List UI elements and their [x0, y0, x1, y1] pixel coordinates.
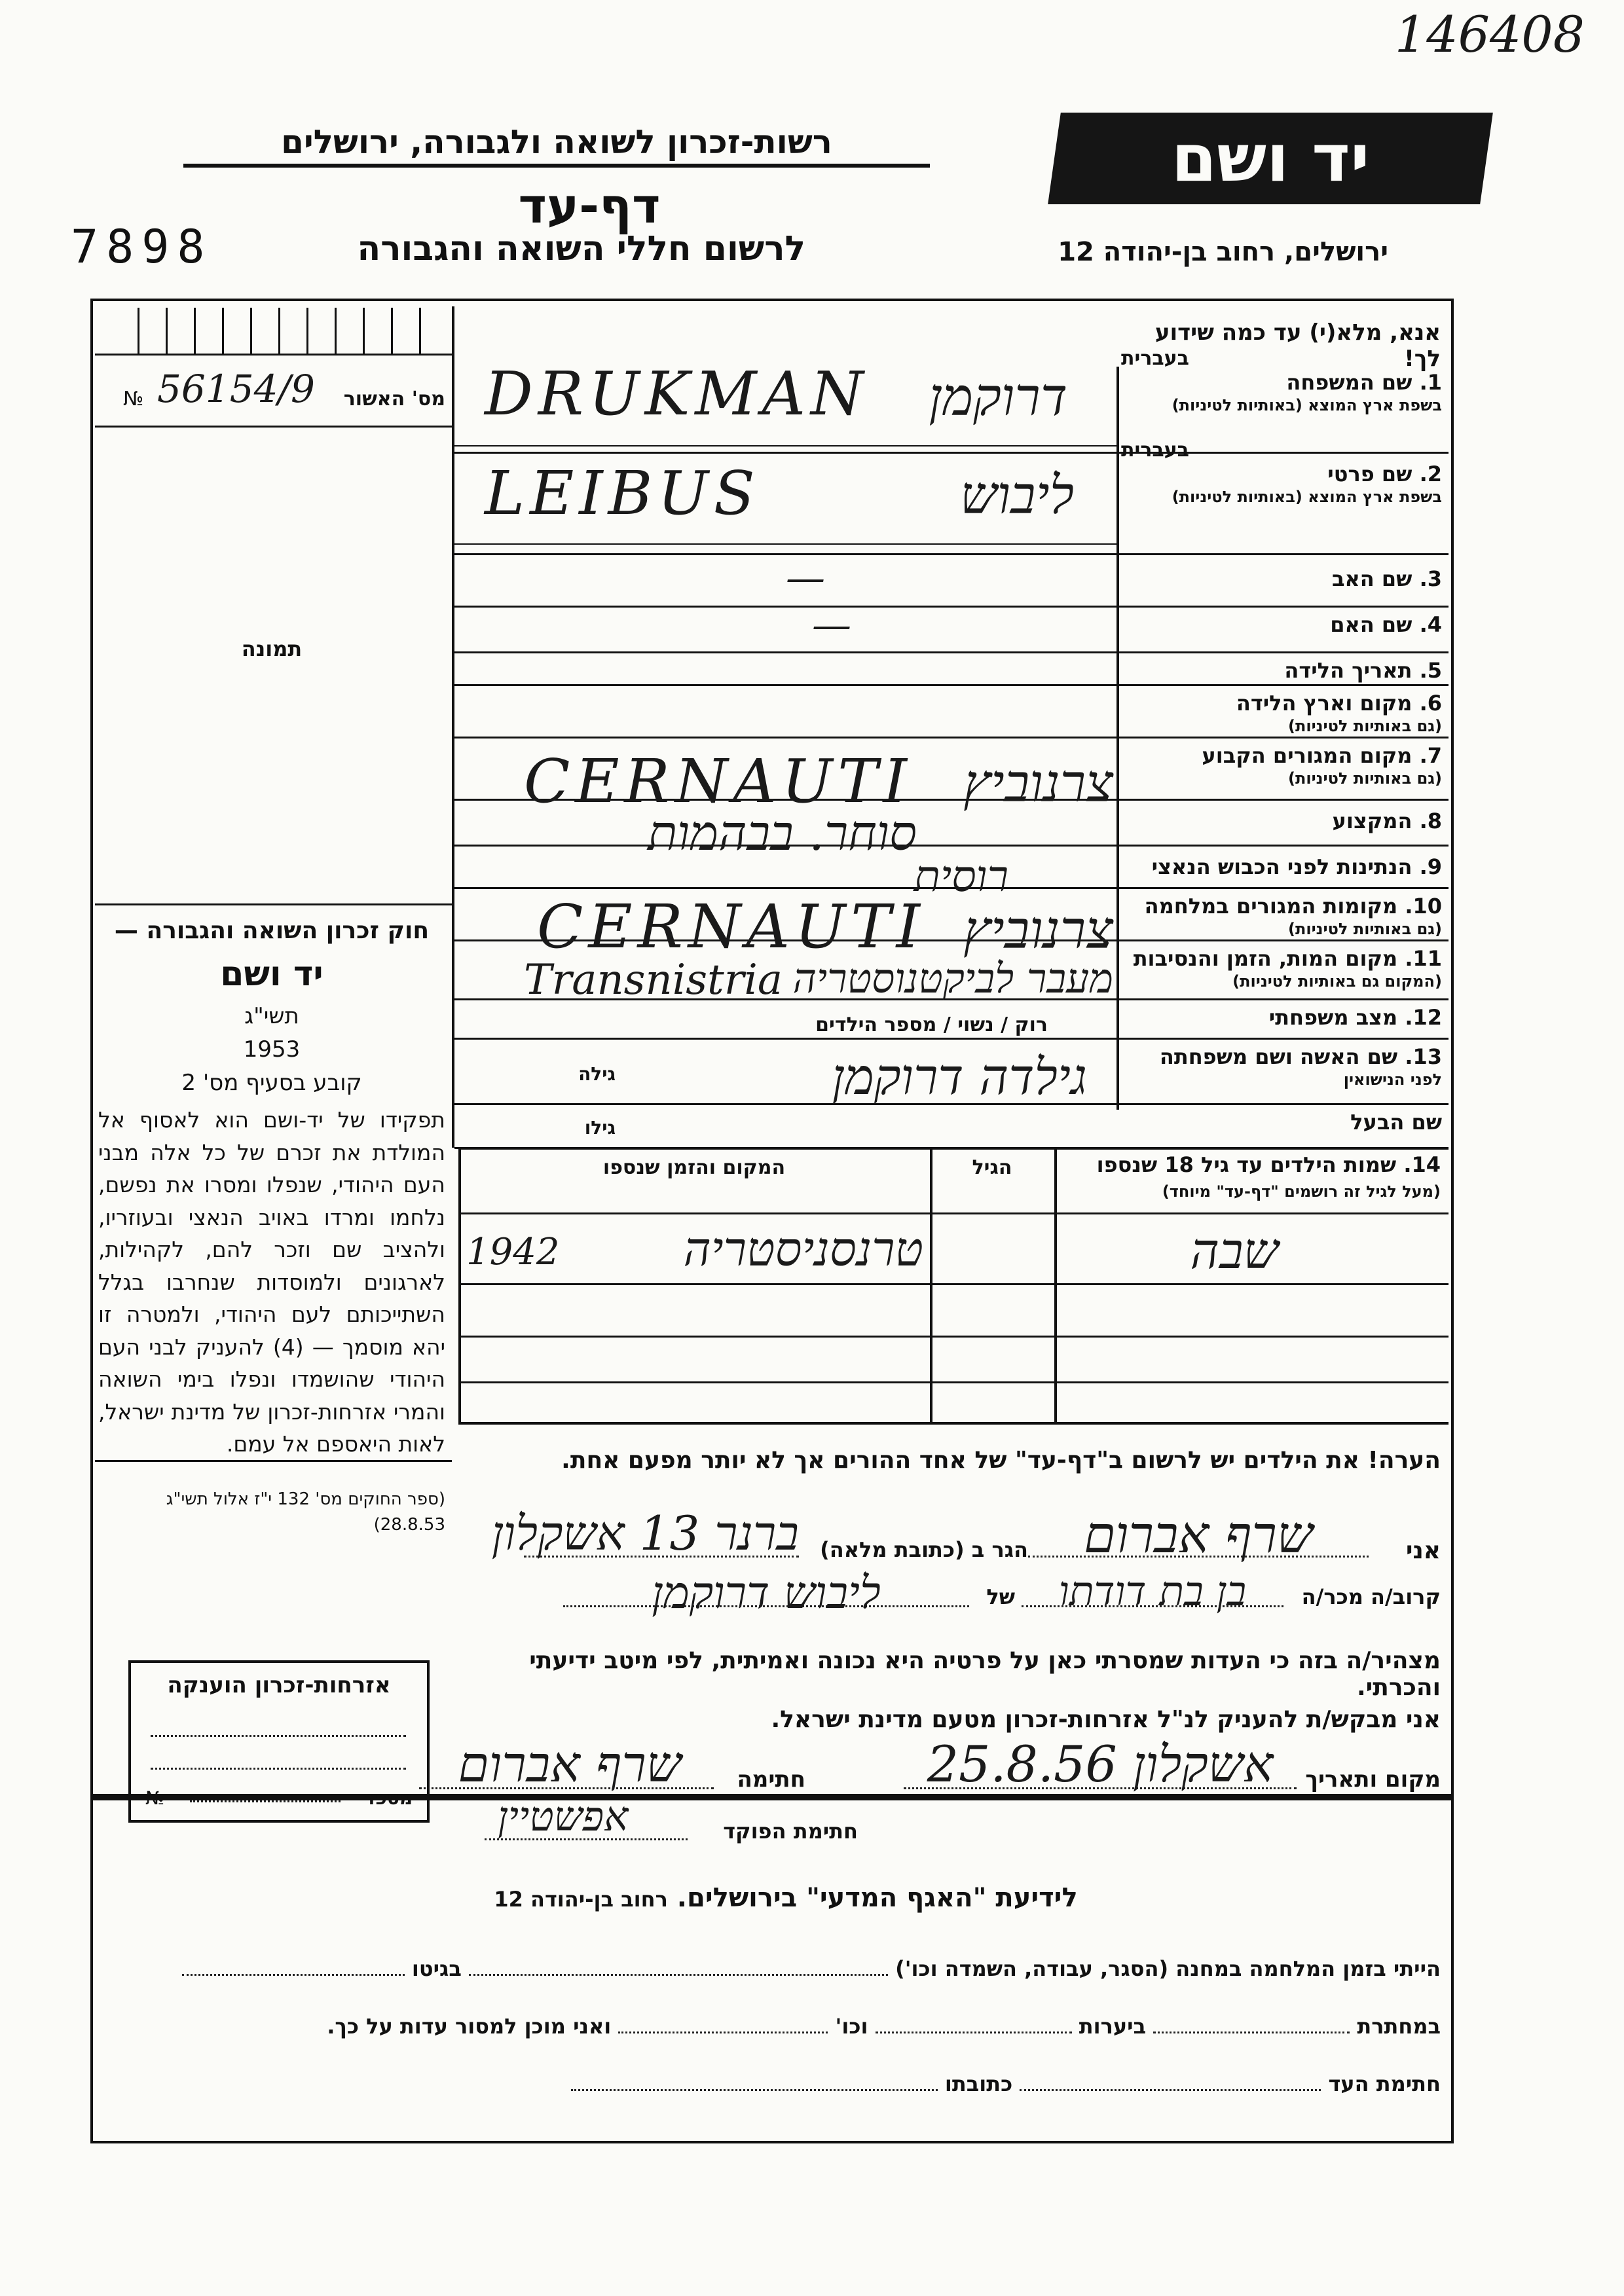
place-date-value: אשקלון 25.8.56 — [927, 1735, 1274, 1793]
camp-label: הייתי בזמן המלחמה במחנה (הסגר, עבודה, השמדה וכו') — [895, 1956, 1441, 1981]
serial-number: 7898 — [71, 220, 213, 274]
underground-label: במחתרת — [1357, 2014, 1441, 2039]
field-row-divider — [454, 606, 1449, 608]
wife-age-label: גילה — [578, 1063, 616, 1085]
children-title: שמות הילדים עד גיל 18 שנספו — [1096, 1152, 1397, 1177]
field-label-11 — [1121, 945, 1442, 991]
field-lang-label: בעברית — [1121, 347, 1189, 370]
citizenship-box-number-label: מספר — [363, 1787, 413, 1809]
field-label-text: 13. שם האשה ושם משפחתה — [1159, 1044, 1442, 1069]
law-block — [98, 913, 445, 1538]
instruction: אנא, מלא(י) עד כמה שידוע לך! — [1154, 319, 1441, 372]
officer-label: חתימת הפוקד — [723, 1819, 858, 1844]
mother-name: — — [812, 602, 851, 648]
citizenship-box — [128, 1660, 430, 1823]
field-label-10 — [1121, 893, 1442, 939]
field-label-sub: (גם באותיות לטיניות) — [1288, 920, 1442, 938]
sub-divider — [454, 445, 1118, 446]
residence-hebrew: צרנוביץ — [963, 753, 1113, 814]
surname-latin: DRUKMAN — [485, 359, 869, 429]
field-label-text: 5. תאריך הלידה — [1284, 658, 1442, 683]
witness-signature-label: חתימת העד — [1328, 2071, 1441, 2096]
field-label-14 — [1121, 1109, 1442, 1135]
header-address: ירושלים, רחוב בן-יהודה 12 — [1058, 237, 1388, 267]
field-row-divider — [454, 684, 1449, 686]
archive-number: 146408 — [1394, 5, 1585, 64]
declarant-i: אני — [1405, 1537, 1441, 1564]
declarant-name: שרף אברום — [1083, 1506, 1314, 1565]
relative-name: ליבוש דרוקמן — [652, 1567, 881, 1619]
officer-signature: אפשטיין — [498, 1793, 629, 1840]
children-age-header: הגיל — [972, 1156, 1012, 1179]
residence-latin: CERNAUTI — [524, 746, 912, 816]
death-place-hebrew: מעבר לביקטנוסטריה — [792, 955, 1113, 1002]
registration-label: מס' האשור — [343, 388, 445, 410]
field-row-divider — [454, 737, 1449, 738]
declaration-text: מצהיר/ה בזה כי העדות שמסרתי כאן על פרטיה היא נכונה ואמיתית, לפי מיטב ידיעתי והכרתי. — [529, 1647, 1441, 1701]
signature-value: שרף אברום — [458, 1735, 682, 1793]
field-label-text: 6. מקום וארץ הלידה — [1236, 691, 1442, 716]
field-row-divider — [454, 452, 1449, 454]
field-label-sub: (גם באותיות לטיניות) — [1288, 769, 1442, 788]
field-label-text: 4. שם האם — [1330, 612, 1442, 637]
law-section: קובע בסעיף מס' 2 — [181, 1070, 362, 1096]
underground-address: רחוב בן-יהודה 12 — [494, 1887, 668, 1912]
field-label-text: 12. מצב משפחתי — [1268, 1005, 1442, 1030]
form-title: דף-עד — [518, 178, 661, 234]
underground-line2 — [105, 2014, 1441, 2039]
etc-label: וכו' — [835, 2014, 868, 2039]
child-1-place: טרנסניסטריה — [683, 1222, 923, 1277]
underground-line3 — [105, 2071, 1441, 2096]
field-lang-label: בעברית — [1121, 439, 1189, 462]
wife-name: גילדה דרוקמן — [832, 1048, 1087, 1106]
signature-label: חתימה — [737, 1766, 805, 1793]
field-label-sub: (גם באותיות לטיניות) — [1288, 717, 1442, 735]
request-text: אני מבקש/ת להעניק לנ"ל אזרחות-זכרון מטעם מדינת ישראל. — [771, 1706, 1441, 1733]
field-label-2 — [1121, 461, 1442, 507]
profession: סוחר. בבהמות — [648, 805, 917, 862]
field-label-text: 8. המקצוע — [1332, 809, 1442, 833]
field-label-text: 2. שם פרטי — [1327, 462, 1442, 486]
underground-line1 — [105, 1956, 1441, 1981]
field-label-5 — [1121, 657, 1442, 683]
death-place-latin: Transnistria — [524, 956, 783, 1004]
law-year-heb: תשי"ג — [244, 1003, 299, 1029]
authority-name: רשות-זכרון לשואה ולגבורה, ירושלים — [183, 123, 930, 168]
declarant-address: ברנר 13 אשקלון — [491, 1506, 799, 1561]
law-year: 1953 — [243, 1036, 301, 1063]
field-label-4 — [1121, 611, 1442, 638]
marital-status-options: רוק / נשוי / מספר הילדים — [815, 1013, 1048, 1036]
yad-vashem-logo — [1048, 113, 1493, 204]
field-label-text: שם הבעל — [1350, 1110, 1442, 1135]
husband-age-label: גילו — [584, 1117, 616, 1139]
field-label-1 — [1121, 369, 1442, 415]
law-text: תפקידו של יד-ושם הוא לאסוף אל המולדת את זכרם של כל אלה מבני העם היהודי, שנפלו ומסרו את נפשם, נלחמו ומרדו באויב הנאצי ובעוזריו, ולהציב שם וזכר להם, לקהילות, לארגונים ולמוסדות שנחרבו בגלל השתייכותם לעם היהודי, ולמטרה זו יהא מוסמך — (4) להעניק לבני העם היהודי שהושמדו ונפלו בימי השואה והמרי אזרחות-זכרון של מדינת ישראל, לאות היאספם אל עמם. — [98, 1107, 445, 1457]
child-1-year: 1942 — [466, 1231, 560, 1273]
place-date-label: מקום ותאריך — [1305, 1766, 1441, 1793]
field-label-sub: בשפת ארץ המוצא (באותיות לטיניות) — [1172, 396, 1442, 414]
underground-title — [393, 1883, 1179, 1913]
field-label-text: 10. מקומות המגורים במלחמה — [1144, 894, 1442, 919]
father-name: — — [786, 555, 825, 601]
field-label-13 — [1121, 1044, 1442, 1089]
children-number: 14. — [1403, 1152, 1441, 1177]
citizenship-box-no: № — [145, 1787, 165, 1809]
law-name: יד ושם — [220, 955, 323, 994]
field-label-7 — [1121, 742, 1442, 788]
child-1-name: שבה — [1190, 1222, 1279, 1280]
citizenship: רוסית — [913, 851, 1008, 902]
note: הערה! את הילדים יש לרשום ב"דף-עד" של אחד ההורים אך לא יותר מפעם אחת. — [561, 1447, 1441, 1474]
children-place-header: המקום והזמן שנספו — [602, 1156, 786, 1179]
field-label-sub: לפני הנישואין — [1343, 1070, 1442, 1089]
firstname-hebrew: ליבוש — [959, 465, 1074, 526]
children-note: (מעל לגיל זה רושמים "דף-עד" מיוחד) — [1162, 1182, 1441, 1201]
law-title: חוק זכרון השואה והגבורה — — [114, 917, 430, 944]
field-label-text: 11. מקום המות, הזמן והנסיבות — [1133, 946, 1442, 971]
field-label-text: 7. מקום המגורים הקבוע — [1202, 743, 1442, 768]
field-label-6 — [1121, 690, 1442, 736]
form-subtitle: לרשום חללי השואה והגבורה — [357, 229, 805, 268]
field-row-divider — [454, 651, 1449, 653]
relation-value: בן בת דודתו — [1058, 1567, 1247, 1615]
field-row-divider — [454, 553, 1449, 555]
relation-label: קרוב/ה מכר/ה — [1301, 1584, 1441, 1609]
underground-title-text: לידיעת "האגף המדעי" בירושלים. — [676, 1883, 1078, 1913]
sub-divider — [454, 543, 1118, 545]
children-label — [1061, 1152, 1441, 1201]
declarant-residing-label: הגר ב (כתובת מלאה) — [820, 1537, 1028, 1562]
citizenship-box-title: אזרחות-זכרון הוענקה — [167, 1672, 391, 1698]
photo-label: תמונה — [241, 636, 303, 661]
field-label-8 — [1121, 808, 1442, 834]
wartime-residence-latin: CERNAUTI — [537, 892, 925, 962]
witness-address-label: כתובתו — [944, 2071, 1013, 2096]
firstname-latin: LEIBUS — [485, 458, 760, 528]
law-reference: (ספר החוקים מס' 132 י"ז אלול תשי"ג 28.8.53) — [166, 1489, 445, 1535]
surname-hebrew: דרוקמן — [929, 367, 1067, 428]
registration-value: 56154/9 — [157, 367, 315, 411]
logo-text: יד ושם — [1171, 120, 1370, 196]
field-label-text: 9. הנתינות לפני הכבוש הנאצי — [1151, 854, 1442, 879]
field-label-sub: (המקום גם באותיות לטיניות) — [1232, 972, 1442, 991]
field-row-divider — [454, 1038, 1449, 1040]
field-label-3 — [1121, 566, 1442, 592]
field-label-text: 3. שם האב — [1331, 566, 1442, 591]
relation-of: של — [986, 1584, 1015, 1609]
wartime-residence-hebrew: צרנוביץ — [963, 900, 1113, 960]
field-label-sub: בשפת ארץ המוצא (באותיות לטיניות) — [1172, 488, 1442, 506]
testimony-label: ואני מוכן למסור עדות על כך. — [327, 2014, 612, 2039]
field-label-text: 1. שם המשפחה — [1286, 370, 1442, 395]
forests-label: ביערות — [1079, 2014, 1147, 2039]
registration-no-sign: № — [123, 388, 144, 410]
ghetto-label: בגיטו — [411, 1956, 462, 1981]
registration-cells — [111, 308, 439, 354]
field-label-12 — [1121, 1004, 1442, 1030]
field-label-9 — [1121, 854, 1442, 880]
